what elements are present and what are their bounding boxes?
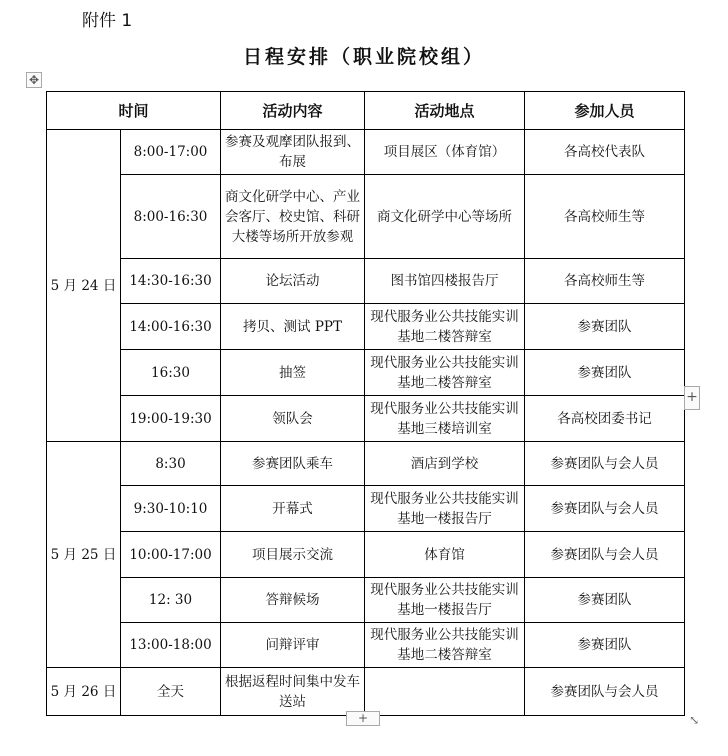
location-cell: 体育馆 <box>365 532 525 578</box>
participants-cell: 参赛团队 <box>525 304 685 350</box>
participants-cell: 各高校代表队 <box>525 130 685 175</box>
header-location: 活动地点 <box>365 92 525 130</box>
participants-cell: 各高校师生等 <box>525 175 685 259</box>
content-cell: 商文化研学中心、产业会客厅、校史馆、科研大楼等场所开放参观 <box>221 175 365 259</box>
content-cell: 领队会 <box>221 396 365 442</box>
time-cell: 全天 <box>121 668 221 716</box>
content-cell: 问辩评审 <box>221 623 365 668</box>
content-cell: 抽签 <box>221 350 365 396</box>
content-cell: 参赛及观摩团队报到、布展 <box>221 130 365 175</box>
time-cell: 9:30-10:10 <box>121 486 221 532</box>
table-row <box>47 532 685 578</box>
time-cell: 19:00-19:30 <box>121 396 221 442</box>
time-cell: 10:00-17:00 <box>121 532 221 578</box>
table-row <box>47 175 685 259</box>
participants-cell: 参赛团队 <box>525 350 685 396</box>
content-cell: 开幕式 <box>221 486 365 532</box>
location-cell: 现代服务业公共技能实训基地一楼报告厅 <box>365 486 525 532</box>
content-cell: 答辩候场 <box>221 578 365 623</box>
table-row <box>47 350 685 396</box>
time-cell: 16:30 <box>121 350 221 396</box>
location-cell: 项目展区（体育馆） <box>365 130 525 175</box>
participants-cell: 参赛团队 <box>525 623 685 668</box>
header-participants: 参加人员 <box>525 92 685 130</box>
add-column-button[interactable] <box>684 386 700 410</box>
location-cell: 酒店到学校 <box>365 442 525 486</box>
content-cell: 拷贝、测试 PPT <box>221 304 365 350</box>
table-row <box>47 578 685 623</box>
participants-cell: 参赛团队与会人员 <box>525 486 685 532</box>
content-cell: 项目展示交流 <box>221 532 365 578</box>
table-row <box>47 304 685 350</box>
move-arrows-icon[interactable]: ✥ <box>26 72 42 88</box>
table-row <box>47 396 685 442</box>
header-content: 活动内容 <box>221 92 365 130</box>
table-row <box>47 668 685 716</box>
time-cell: 8:00-17:00 <box>121 130 221 175</box>
time-cell: 12: 30 <box>121 578 221 623</box>
schedule-table <box>46 91 685 716</box>
content-cell: 论坛活动 <box>221 259 365 304</box>
table-row <box>47 259 685 304</box>
participants-cell: 参赛团队与会人员 <box>525 668 685 716</box>
table-row <box>47 486 685 532</box>
participants-cell: 参赛团队与会人员 <box>525 442 685 486</box>
participants-cell: 参赛团队 <box>525 578 685 623</box>
table-row <box>47 623 685 668</box>
participants-cell: 参赛团队与会人员 <box>525 532 685 578</box>
time-cell: 8:00-16:30 <box>121 175 221 259</box>
table-header-row <box>47 92 685 130</box>
location-cell: 现代服务业公共技能实训基地二楼答辩室 <box>365 350 525 396</box>
location-cell: 现代服务业公共技能实训基地三楼培训室 <box>365 396 525 442</box>
add-row-button[interactable] <box>346 711 380 726</box>
date-cell: 5 月 26 日 <box>47 668 121 716</box>
time-cell: 14:00-16:30 <box>121 304 221 350</box>
table-row <box>47 442 685 486</box>
plus-icon: + <box>357 711 369 725</box>
location-cell <box>365 668 525 716</box>
time-cell: 14:30-16:30 <box>121 259 221 304</box>
location-cell: 图书馆四楼报告厅 <box>365 259 525 304</box>
document-title: 日程安排（职业院校组） <box>242 46 485 68</box>
time-cell: 8:30 <box>121 442 221 486</box>
content-cell: 根据返程时间集中发车送站 <box>221 668 365 716</box>
participants-cell: 各高校团委书记 <box>525 396 685 442</box>
location-cell: 商文化研学中心等场所 <box>365 175 525 259</box>
resize-diagonal-icon[interactable]: ⤡ <box>688 713 700 727</box>
attachment-label: 附件 1 <box>82 11 133 31</box>
participants-cell: 各高校师生等 <box>525 259 685 304</box>
location-cell: 现代服务业公共技能实训基地二楼答辩室 <box>365 623 525 668</box>
date-cell: 5 月 25 日 <box>47 442 121 668</box>
location-cell: 现代服务业公共技能实训基地二楼答辩室 <box>365 304 525 350</box>
content-cell: 参赛团队乘车 <box>221 442 365 486</box>
time-cell: 13:00-18:00 <box>121 623 221 668</box>
location-cell: 现代服务业公共技能实训基地一楼报告厅 <box>365 578 525 623</box>
header-time: 时间 <box>47 92 221 130</box>
plus-icon: + <box>686 389 698 405</box>
table-row <box>47 130 685 175</box>
date-cell: 5 月 24 日 <box>47 130 121 442</box>
